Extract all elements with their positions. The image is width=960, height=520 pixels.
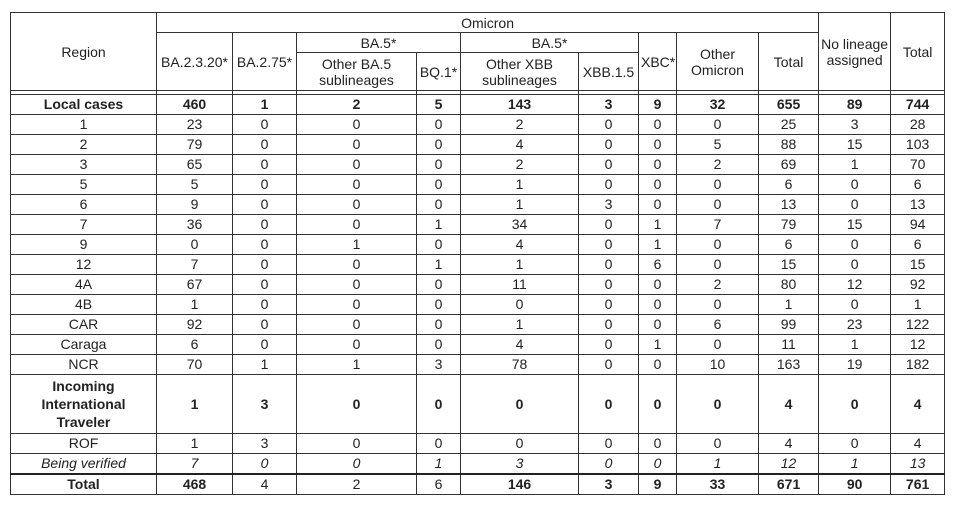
table-row: [11, 135, 945, 155]
value-cell: 1: [461, 315, 579, 335]
value-cell: 9: [639, 95, 677, 115]
value-cell: 6: [759, 235, 819, 255]
table-row: [11, 295, 945, 315]
value-cell: 69: [759, 155, 819, 175]
value-cell: 92: [891, 275, 945, 295]
value-cell: 4: [461, 135, 579, 155]
table-row: [11, 255, 945, 275]
value-cell: 0: [639, 155, 677, 175]
value-cell: 0: [579, 255, 639, 275]
value-cell: 1: [157, 295, 233, 315]
value-cell: 36: [157, 215, 233, 235]
value-cell: 0: [233, 115, 297, 135]
value-cell: 0: [677, 115, 759, 135]
value-cell: 9: [157, 195, 233, 215]
value-cell: 122: [891, 315, 945, 335]
value-cell: 79: [157, 135, 233, 155]
value-cell: 0: [233, 195, 297, 215]
value-cell: 0: [819, 295, 891, 315]
value-cell: 0: [579, 295, 639, 315]
header-omicron: Omicron: [157, 13, 819, 33]
value-cell: 1: [417, 215, 461, 235]
value-cell: 2: [297, 474, 417, 495]
value-cell: 19: [819, 355, 891, 375]
value-cell: 1: [819, 335, 891, 355]
value-cell: 90: [819, 474, 891, 495]
region-cell: 4B: [11, 295, 157, 315]
lineage-table: [10, 12, 945, 495]
value-cell: 6: [639, 255, 677, 275]
value-cell: 1: [417, 255, 461, 275]
value-cell: 23: [819, 315, 891, 335]
value-cell: 0: [819, 434, 891, 454]
value-cell: 0: [297, 255, 417, 275]
value-cell: 0: [639, 195, 677, 215]
value-cell: 3: [233, 434, 297, 454]
value-cell: 3: [819, 115, 891, 135]
header-ba275: BA.2.75*: [233, 33, 297, 91]
region-cell: 5: [11, 175, 157, 195]
value-cell: 1: [819, 155, 891, 175]
value-cell: 0: [819, 195, 891, 215]
value-cell: 3: [579, 195, 639, 215]
header-region: Region: [11, 13, 157, 91]
value-cell: 6: [891, 175, 945, 195]
header-ba5-group-a: BA.5*: [297, 33, 461, 53]
value-cell: 12: [759, 454, 819, 475]
header-other-xbb: Other XBB sublineages: [461, 53, 579, 91]
value-cell: 15: [819, 215, 891, 235]
value-cell: 2: [677, 155, 759, 175]
value-cell: 0: [233, 215, 297, 235]
value-cell: 0: [677, 335, 759, 355]
value-cell: 2: [461, 115, 579, 135]
value-cell: 0: [639, 454, 677, 475]
value-cell: 0: [579, 355, 639, 375]
value-cell: 15: [819, 135, 891, 155]
value-cell: 0: [639, 434, 677, 454]
value-cell: 1: [461, 195, 579, 215]
header-bq1: BQ.1*: [417, 53, 461, 91]
value-cell: 3: [579, 474, 639, 495]
value-cell: 0: [297, 135, 417, 155]
value-cell: 7: [157, 454, 233, 475]
value-cell: 0: [819, 255, 891, 275]
value-cell: 460: [157, 95, 233, 115]
region-cell: 9: [11, 235, 157, 255]
value-cell: 88: [759, 135, 819, 155]
value-cell: 5: [157, 175, 233, 195]
region-cell: Incoming International Traveler: [11, 375, 157, 434]
value-cell: 0: [417, 335, 461, 355]
value-cell: 0: [417, 195, 461, 215]
value-cell: 15: [891, 255, 945, 275]
value-cell: 0: [233, 235, 297, 255]
header-ba2320: BA.2.3.20*: [157, 33, 233, 91]
value-cell: 0: [233, 135, 297, 155]
region-cell: 12: [11, 255, 157, 275]
table-row: [11, 335, 945, 355]
table-row: [11, 474, 945, 495]
value-cell: 1: [297, 355, 417, 375]
value-cell: 6: [417, 474, 461, 495]
value-cell: 0: [417, 235, 461, 255]
value-cell: 0: [579, 275, 639, 295]
region-cell: Caraga: [11, 335, 157, 355]
table-row: [11, 215, 945, 235]
value-cell: 0: [639, 295, 677, 315]
value-cell: 0: [579, 235, 639, 255]
value-cell: 1: [677, 454, 759, 475]
value-cell: 0: [677, 375, 759, 434]
value-cell: 0: [417, 155, 461, 175]
table-row: [11, 235, 945, 255]
value-cell: 3: [461, 454, 579, 475]
table-row: [11, 355, 945, 375]
value-cell: 0: [233, 315, 297, 335]
table-row: [11, 155, 945, 175]
value-cell: 1: [157, 434, 233, 454]
value-cell: 1: [759, 295, 819, 315]
value-cell: 0: [233, 295, 297, 315]
value-cell: 0: [677, 175, 759, 195]
value-cell: 0: [233, 275, 297, 295]
value-cell: 6: [157, 335, 233, 355]
value-cell: 655: [759, 95, 819, 115]
value-cell: 0: [297, 275, 417, 295]
table-wrapper: [10, 12, 945, 495]
value-cell: 11: [759, 335, 819, 355]
value-cell: 0: [579, 155, 639, 175]
value-cell: 0: [297, 115, 417, 135]
value-cell: 0: [579, 335, 639, 355]
table-body: [11, 91, 945, 495]
value-cell: 33: [677, 474, 759, 495]
value-cell: 13: [891, 195, 945, 215]
value-cell: 4: [759, 434, 819, 454]
value-cell: 0: [639, 355, 677, 375]
value-cell: 65: [157, 155, 233, 175]
value-cell: 0: [297, 215, 417, 235]
value-cell: 0: [233, 335, 297, 355]
value-cell: 0: [233, 175, 297, 195]
value-cell: 0: [233, 454, 297, 475]
value-cell: 0: [417, 135, 461, 155]
value-cell: 78: [461, 355, 579, 375]
value-cell: 2: [297, 95, 417, 115]
value-cell: 0: [297, 434, 417, 454]
value-cell: 3: [233, 375, 297, 434]
region-cell: Local cases: [11, 95, 157, 115]
region-cell: 6: [11, 195, 157, 215]
value-cell: 0: [417, 275, 461, 295]
value-cell: 0: [639, 115, 677, 135]
value-cell: 0: [461, 375, 579, 434]
value-cell: 5: [417, 95, 461, 115]
value-cell: 0: [297, 195, 417, 215]
value-cell: 1: [461, 255, 579, 275]
value-cell: 0: [233, 155, 297, 175]
value-cell: 23: [157, 115, 233, 135]
value-cell: 80: [759, 275, 819, 295]
value-cell: 13: [759, 195, 819, 215]
value-cell: 70: [891, 155, 945, 175]
value-cell: 0: [819, 235, 891, 255]
value-cell: 0: [639, 135, 677, 155]
value-cell: 32: [677, 95, 759, 115]
value-cell: 79: [759, 215, 819, 235]
value-cell: 0: [417, 115, 461, 135]
value-cell: 0: [297, 315, 417, 335]
value-cell: 744: [891, 95, 945, 115]
value-cell: 7: [677, 215, 759, 235]
table-row: [11, 195, 945, 215]
table-row: [11, 115, 945, 135]
region-cell: 3: [11, 155, 157, 175]
value-cell: 7: [157, 255, 233, 275]
value-cell: 0: [297, 375, 417, 434]
value-cell: 5: [677, 135, 759, 155]
value-cell: 3: [579, 95, 639, 115]
value-cell: 0: [579, 115, 639, 135]
value-cell: 89: [819, 95, 891, 115]
value-cell: 6: [891, 235, 945, 255]
value-cell: 0: [639, 175, 677, 195]
value-cell: 0: [417, 315, 461, 335]
value-cell: 99: [759, 315, 819, 335]
table-row: [11, 275, 945, 295]
value-cell: 0: [417, 434, 461, 454]
region-cell: 2: [11, 135, 157, 155]
value-cell: 0: [579, 135, 639, 155]
region-cell: Total: [11, 474, 157, 495]
value-cell: 1: [461, 175, 579, 195]
header-xbb15: XBB.1.5: [579, 53, 639, 91]
value-cell: 2: [461, 155, 579, 175]
value-cell: 1: [639, 215, 677, 235]
value-cell: 1: [157, 375, 233, 434]
value-cell: 0: [297, 175, 417, 195]
value-cell: 1: [233, 95, 297, 115]
value-cell: 0: [297, 155, 417, 175]
value-cell: 0: [639, 275, 677, 295]
value-cell: 12: [891, 335, 945, 355]
value-cell: 70: [157, 355, 233, 375]
region-cell: 7: [11, 215, 157, 235]
table-row: [11, 175, 945, 195]
value-cell: 10: [677, 355, 759, 375]
value-cell: 0: [579, 375, 639, 434]
value-cell: 1: [639, 235, 677, 255]
header-ba5-group-b: BA.5*: [461, 33, 639, 53]
region-cell: 4A: [11, 275, 157, 295]
region-cell: 1: [11, 115, 157, 135]
region-cell: ROF: [11, 434, 157, 454]
value-cell: 0: [233, 255, 297, 275]
value-cell: 92: [157, 315, 233, 335]
value-cell: 671: [759, 474, 819, 495]
value-cell: 1: [891, 295, 945, 315]
value-cell: 0: [417, 295, 461, 315]
value-cell: 0: [297, 295, 417, 315]
value-cell: 4: [233, 474, 297, 495]
value-cell: 0: [639, 375, 677, 434]
value-cell: 0: [461, 434, 579, 454]
value-cell: 94: [891, 215, 945, 235]
header-total-omicron: Total: [759, 33, 819, 91]
value-cell: 67: [157, 275, 233, 295]
header-no-lineage: No lineage assigned: [819, 13, 891, 91]
value-cell: 0: [417, 175, 461, 195]
value-cell: 0: [819, 175, 891, 195]
header-total: Total: [891, 13, 945, 91]
value-cell: 0: [461, 295, 579, 315]
table-row: [11, 95, 945, 115]
value-cell: 1: [233, 355, 297, 375]
value-cell: 0: [417, 375, 461, 434]
table-row: [11, 375, 945, 434]
value-cell: 4: [461, 335, 579, 355]
value-cell: 0: [677, 195, 759, 215]
region-cell: Being verified: [11, 454, 157, 475]
value-cell: 4: [891, 434, 945, 454]
value-cell: 0: [297, 335, 417, 355]
header-other-omicron: Other Omicron: [677, 33, 759, 91]
value-cell: 0: [157, 235, 233, 255]
value-cell: 103: [891, 135, 945, 155]
value-cell: 6: [759, 175, 819, 195]
value-cell: 0: [579, 315, 639, 335]
value-cell: 0: [677, 235, 759, 255]
value-cell: 468: [157, 474, 233, 495]
value-cell: 143: [461, 95, 579, 115]
header-xbc: XBC*: [639, 33, 677, 91]
value-cell: 0: [677, 295, 759, 315]
value-cell: 25: [759, 115, 819, 135]
value-cell: 0: [579, 434, 639, 454]
value-cell: 146: [461, 474, 579, 495]
value-cell: 9: [639, 474, 677, 495]
value-cell: 4: [891, 375, 945, 434]
value-cell: 4: [759, 375, 819, 434]
value-cell: 0: [677, 255, 759, 275]
table-row: [11, 434, 945, 454]
table-row: [11, 315, 945, 335]
table-row: [11, 454, 945, 475]
value-cell: 182: [891, 355, 945, 375]
value-cell: 12: [819, 275, 891, 295]
value-cell: 15: [759, 255, 819, 275]
value-cell: 11: [461, 275, 579, 295]
value-cell: 1: [417, 454, 461, 475]
value-cell: 6: [677, 315, 759, 335]
value-cell: 0: [819, 375, 891, 434]
value-cell: 0: [579, 454, 639, 475]
value-cell: 4: [461, 235, 579, 255]
value-cell: 2: [677, 275, 759, 295]
value-cell: 163: [759, 355, 819, 375]
value-cell: 761: [891, 474, 945, 495]
value-cell: 0: [579, 215, 639, 235]
region-cell: CAR: [11, 315, 157, 335]
value-cell: 1: [639, 335, 677, 355]
value-cell: 0: [297, 454, 417, 475]
value-cell: 13: [891, 454, 945, 475]
value-cell: 0: [639, 315, 677, 335]
value-cell: 3: [417, 355, 461, 375]
value-cell: 0: [579, 175, 639, 195]
value-cell: 34: [461, 215, 579, 235]
value-cell: 0: [677, 434, 759, 454]
value-cell: 1: [819, 454, 891, 475]
region-cell: NCR: [11, 355, 157, 375]
value-cell: 28: [891, 115, 945, 135]
header-other-ba5: Other BA.5 sublineages: [297, 53, 417, 91]
value-cell: 1: [297, 235, 417, 255]
